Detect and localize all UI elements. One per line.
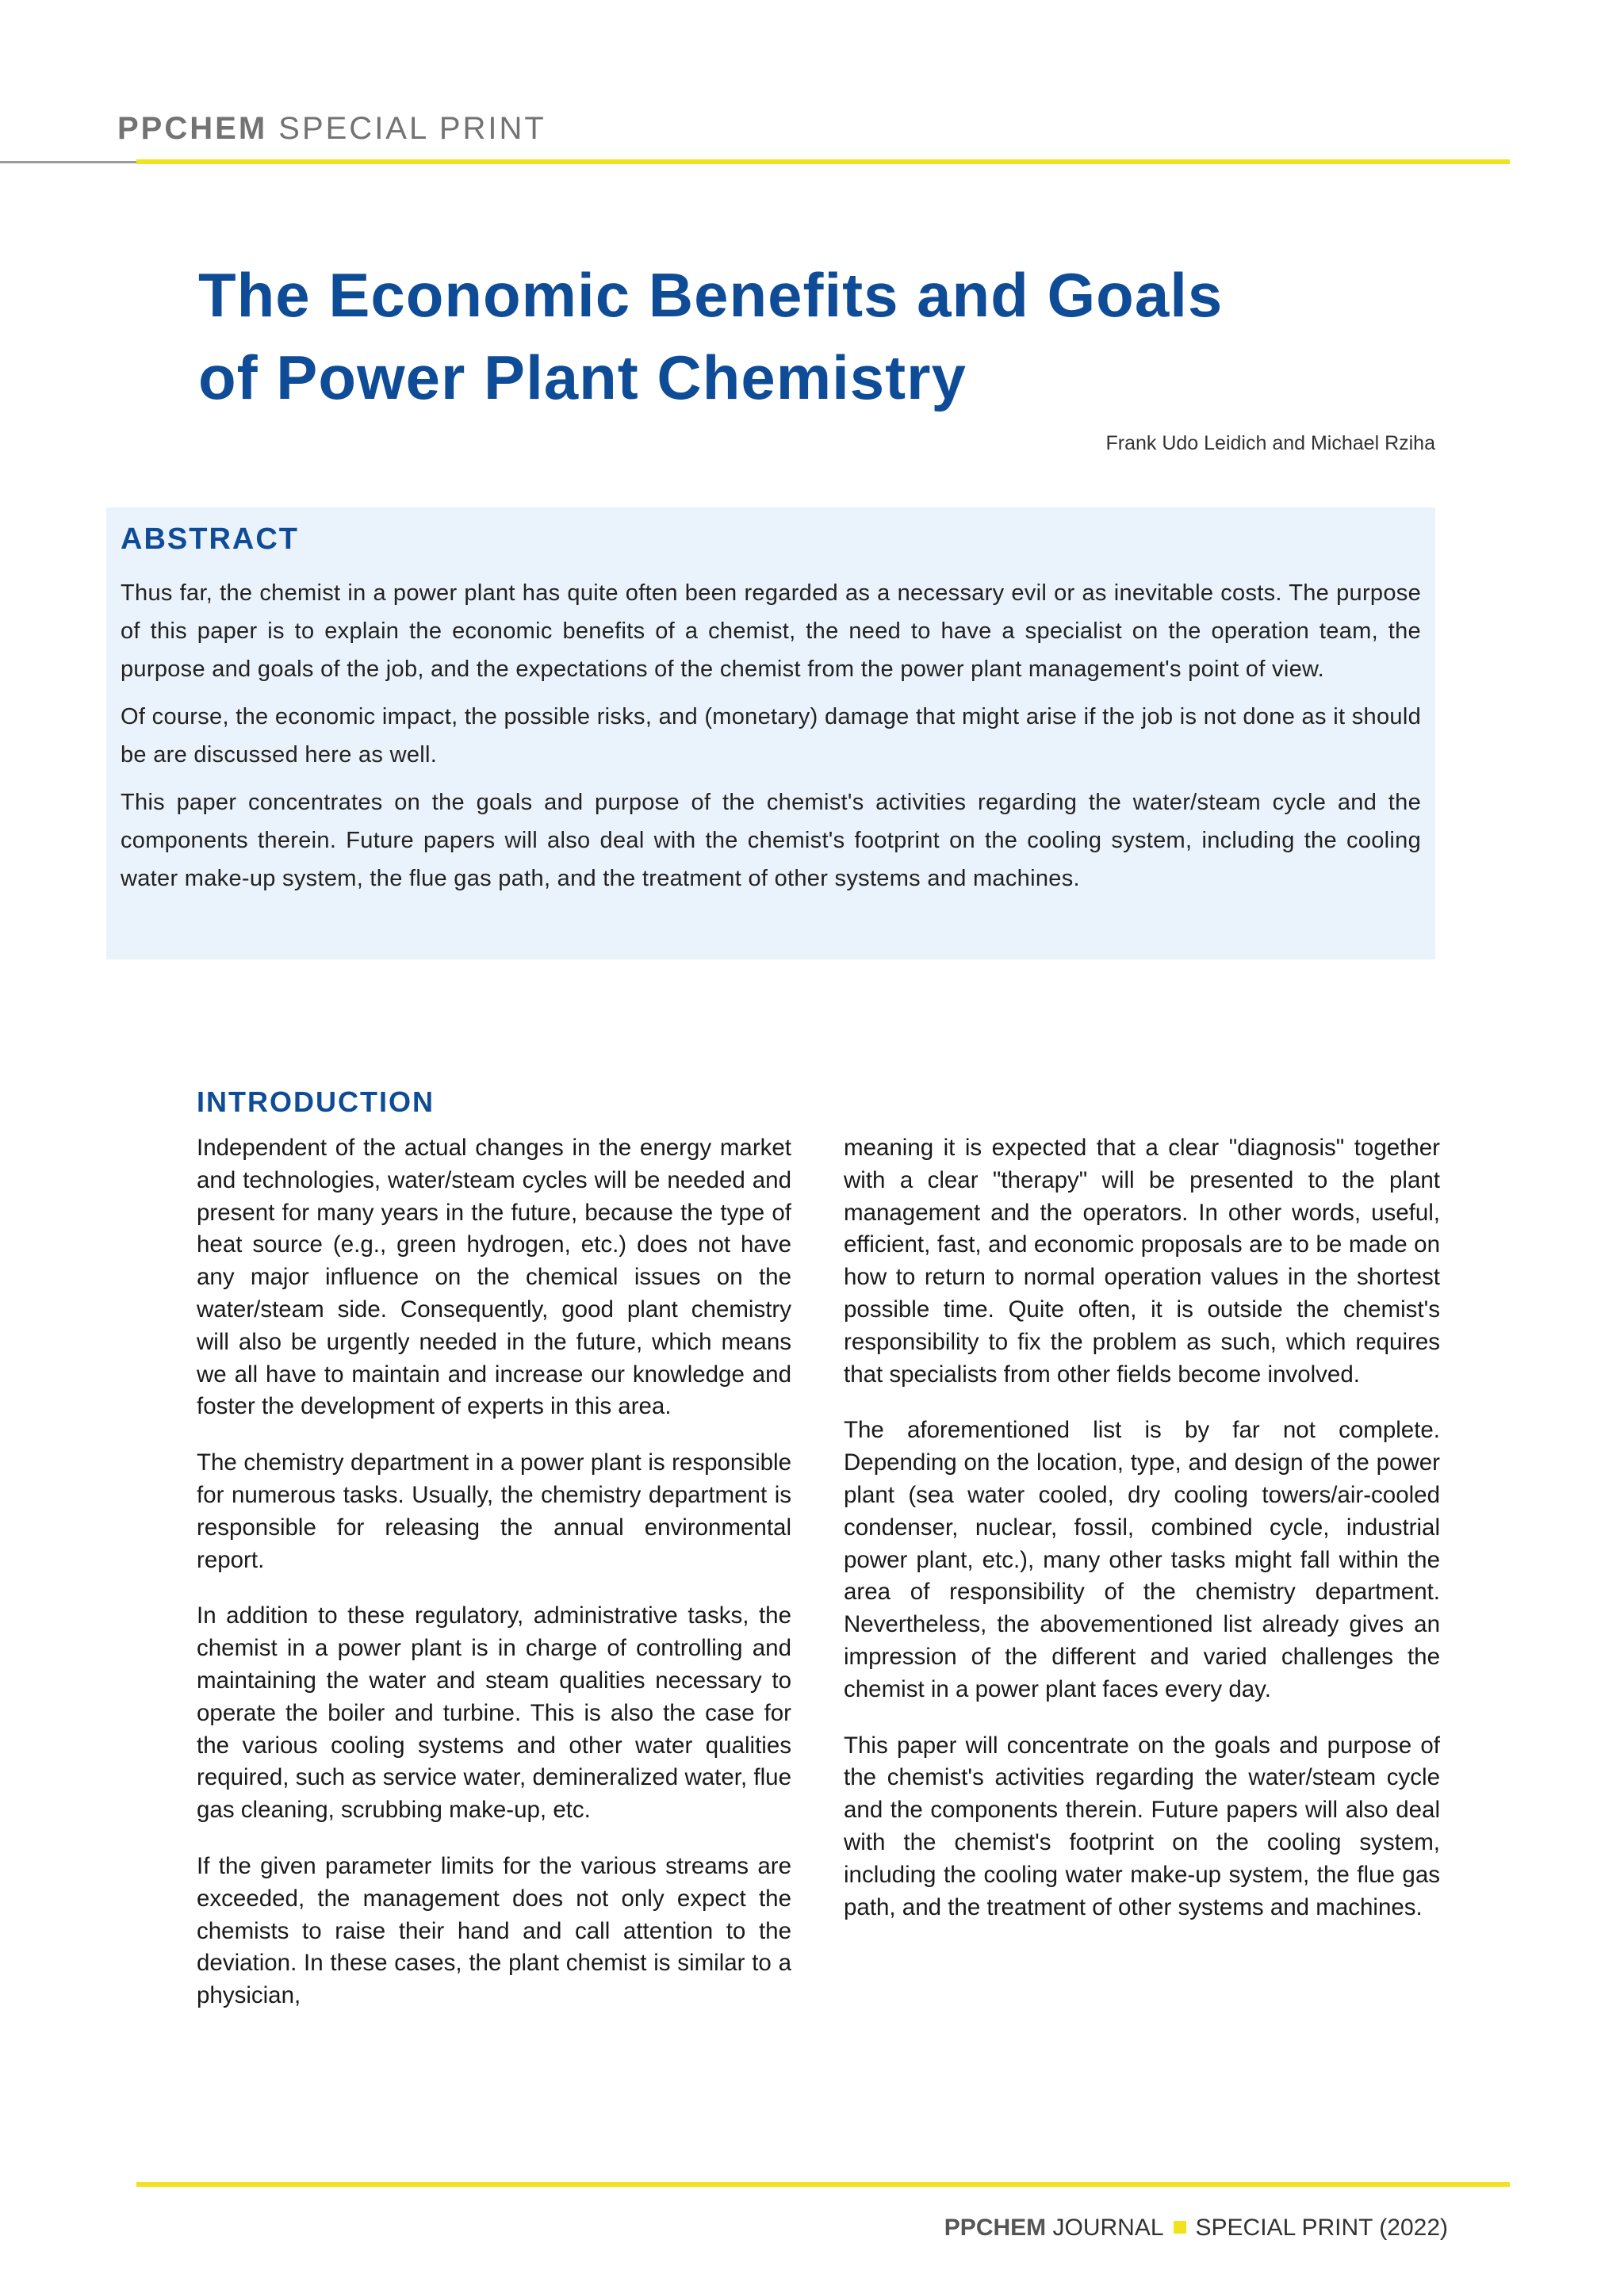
body-paragraph: If the given parameter limits for the various streams are exceeded, the management does not only expect the chemists to raise their hand and call attention to the deviation. In these cases, the plant chemist is similar to a physician,: [197, 1852, 791, 2009]
title-line-2: of Power Plant Chemistry: [198, 343, 967, 412]
body-column-right: [844, 1132, 1440, 1947]
authors: Frank Udo Leidich and Michael Rziha: [1105, 432, 1435, 454]
footer-edition: SPECIAL PRINT (2022): [1195, 2215, 1448, 2241]
body-paragraph: meaning it is expected that a clear "diagnosis" together with a clear "therapy" will be presented to the plant management and the operators. In other words, useful, efficient, fast, and economic proposals are to be made on how to return to normal operation values in the shortest possible time. Quite often, it is outside the chemist's responsibility to fix the problem as such, which requires that specialists from other fields become involved.: [844, 1135, 1440, 1388]
footer-brand: PPCHEM: [944, 2215, 1047, 2241]
running-header: [117, 113, 546, 144]
abstract-heading: ABSTRACT: [121, 523, 299, 556]
footer-journal: JOURNAL: [1052, 2215, 1164, 2241]
body-paragraph: Independent of the actual changes in the energy market and technologies, water/steam cycles will be needed and present for many years in the future, because the type of heat source (e.g., green hydrogen, etc.) does not have any major influence on the chemical issues on the water/steam side. Consequently, good plant chemistry will also be urgently needed in the future, which means we all have to maintain and increase our knowledge and foster the development of experts in this area.: [197, 1135, 791, 1420]
header-brand: PPCHEM: [117, 111, 268, 146]
header-rule-grey: [0, 161, 136, 163]
article-title: [198, 254, 1308, 419]
title-line-1: The Economic Benefits and Goals: [198, 260, 1224, 330]
introduction-heading: INTRODUCTION: [197, 1085, 435, 1118]
footer-rule-yellow: [136, 2182, 1510, 2187]
body-paragraph: The aforementioned list is by far not complete. Depending on the location, type, and design of the power plant (sea water cooled, dry cooling towers/air-cooled condenser, nuclear, fossil, combined cycle, industrial power plant, etc.), many other tasks might fall within the area of responsibility of the chemistry department. Nevertheless, the abovementioned list already gives an impression of the different and varied challenges the chemist in a power plant faces every day.: [844, 1417, 1440, 1702]
footer-square-icon: [1174, 2221, 1186, 2234]
abstract-paragraph: This paper concentrates on the goals and purpose of the chemist's activities regarding the water/steam cycle and the components therein. Future papers will also deal with the chemist's footprint on the cooling system, including the cooling water make-up system, the flue gas path, and the treatment of other systems and machines.: [121, 789, 1421, 891]
body-paragraph: In addition to these regulatory, administrative tasks, the chemist in a power plant is in charge of controlling and maintaining the water and steam qualities necessary to operate the boiler and turbine. This is also the case for the various cooling systems and other water qualities required, such as service water, demineralized water, flue gas cleaning, scrubbing make-up, etc.: [197, 1602, 791, 1824]
body-column-left: [197, 1132, 791, 2036]
running-footer: [944, 2216, 1448, 2240]
abstract-paragraph: Of course, the economic impact, the possible risks, and (monetary) damage that might arise if the job is not done as it should be are discussed here as well.: [121, 703, 1421, 768]
abstract-paragraph: Thus far, the chemist in a power plant has quite often been regarded as a necessary evil or as inevitable costs. The purpose of this paper is to explain the economic benefits of a chemist, the need to have a specialist on the operation team, the purpose and goals of the job, and the expectations of the chemist from the power plant management's point of view.: [121, 580, 1421, 682]
abstract-box: [106, 507, 1435, 959]
body-paragraph: This paper will concentrate on the goals and purpose of the chemist's activities regarding the water/steam cycle and the components therein. Future papers will also deal with the chemist's footprint on the cooling system, including the cooling water make-up system, the flue gas path, and the treatment of other systems and machines.: [844, 1732, 1440, 1920]
body-paragraph: The chemistry department in a power plant is responsible for numerous tasks. Usually, the chemistry department is responsible for releasing the annual environmental report.: [197, 1449, 791, 1573]
header-rule-yellow: [136, 159, 1510, 164]
header-label: SPECIAL PRINT: [278, 111, 546, 146]
